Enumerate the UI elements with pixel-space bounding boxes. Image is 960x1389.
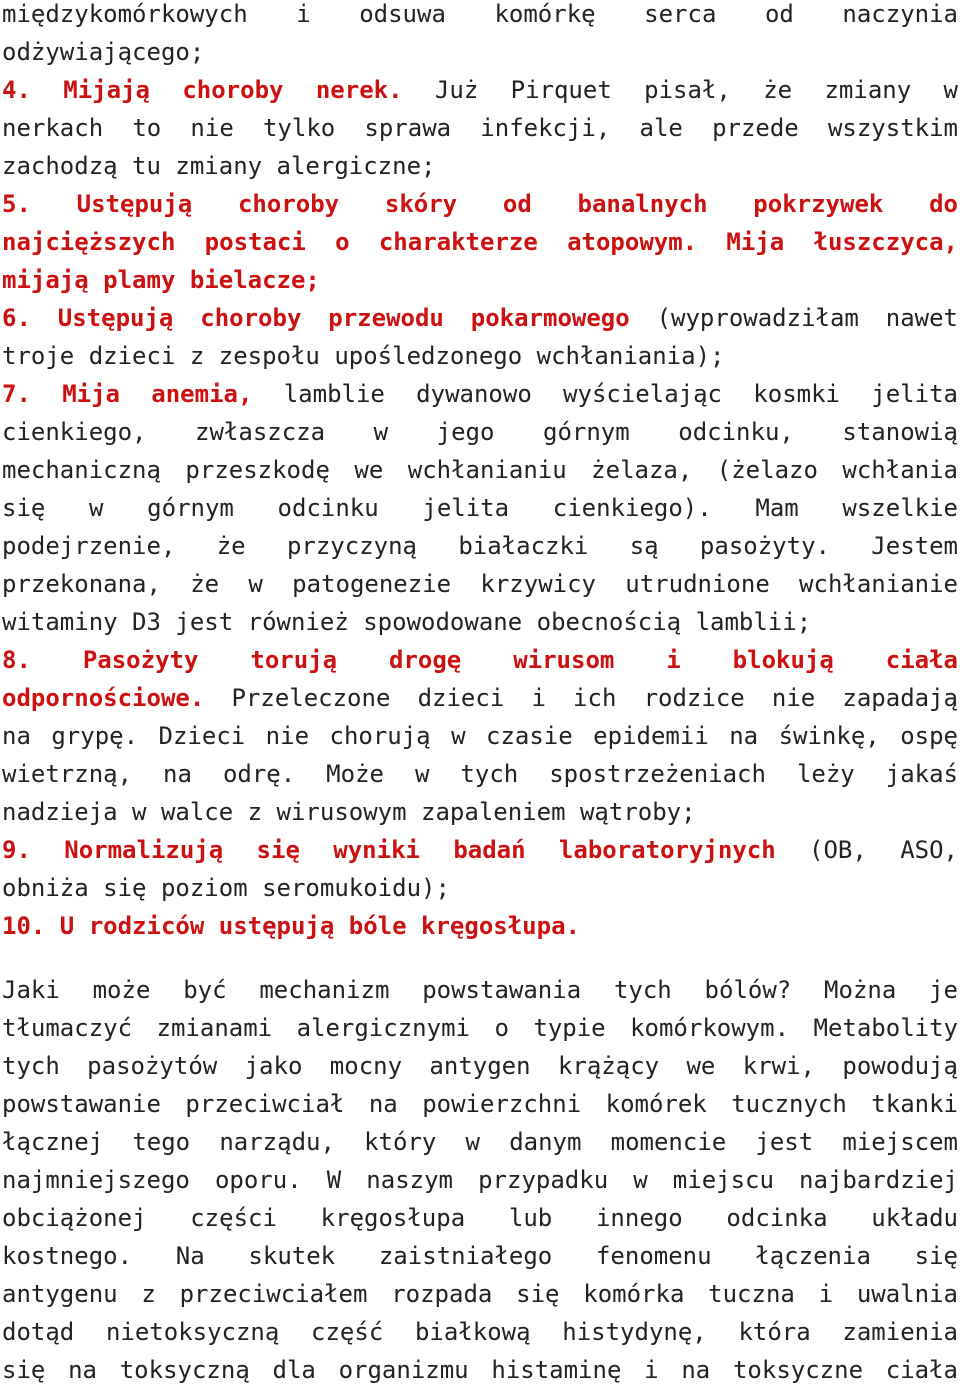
highlighted-text: 10. U rodziców ustępują bóle kręgosłupa. bbox=[2, 912, 580, 940]
body-text: się na toksyczną dla organizmu histaminę i na toksyczne ciała bbox=[2, 1356, 958, 1384]
highlighted-text: 8. Pasożyty torują drogę wirusom i blokują ciała bbox=[2, 646, 958, 674]
text-line bbox=[2, 413, 958, 451]
text-line bbox=[2, 1237, 958, 1275]
body-text: antygenu z przeciwciałem rozpada się komórka tuczna i uwalnia bbox=[2, 1280, 958, 1308]
text-line bbox=[2, 641, 958, 679]
body-text: kostnego. Na skutek zaistniałego fenomenu łączenia się bbox=[2, 1242, 958, 1270]
text-line bbox=[2, 375, 958, 413]
document-body bbox=[2, 0, 958, 1389]
body-text: Przeleczone dzieci i ich rodzice nie zapadają bbox=[204, 684, 958, 712]
body-text: międzykomórkowych i odsuwa komórkę serca od naczynia bbox=[2, 0, 958, 28]
text-line bbox=[2, 1161, 958, 1199]
body-text: mechaniczną przeszkodę we wchłanianiu żelaza, (żelazo wchłania bbox=[2, 456, 958, 484]
highlighted-text: odpornościowe. bbox=[2, 684, 205, 712]
body-text: obciążonej części kręgosłupa lub innego odcinka układu bbox=[2, 1204, 958, 1232]
body-text: obniża się poziom seromukoidu); bbox=[2, 874, 450, 902]
text-line bbox=[2, 261, 958, 299]
text-line bbox=[2, 71, 958, 109]
highlighted-text: mijają plamy bielacze; bbox=[2, 266, 320, 294]
text-line bbox=[2, 1351, 958, 1389]
body-text: cienkiego, zwłaszcza w jego górnym odcinku, stanowią bbox=[2, 418, 958, 446]
text-line bbox=[2, 337, 958, 375]
text-line bbox=[2, 147, 958, 185]
text-line bbox=[2, 0, 958, 33]
highlighted-text: 7. Mija anemia, bbox=[2, 380, 253, 408]
text-line bbox=[2, 907, 958, 945]
highlighted-text: 9. Normalizują się wyniki badań laboratoryjnych bbox=[2, 836, 776, 864]
body-text: powstawanie przeciwciał na powierzchni komórek tucznych tkanki bbox=[2, 1090, 958, 1118]
text-line bbox=[2, 489, 958, 527]
body-text: (wyprowadziłam nawet bbox=[629, 304, 959, 332]
text-line bbox=[2, 109, 958, 147]
text-line bbox=[2, 869, 958, 907]
body-text: się w górnym odcinku jelita cienkiego). Mam wszelkie bbox=[2, 494, 958, 522]
body-text: odżywiającego; bbox=[2, 38, 205, 66]
body-text: witaminy D3 jest również spowodowane obecnością lamblii; bbox=[2, 608, 812, 636]
text-line bbox=[2, 299, 958, 337]
text-line bbox=[2, 451, 958, 489]
text-line bbox=[2, 1123, 958, 1161]
highlighted-text: 4. Mijają choroby nerek. bbox=[2, 76, 403, 104]
text-line bbox=[2, 33, 958, 71]
text-line bbox=[2, 1199, 958, 1237]
text-line bbox=[2, 971, 958, 1009]
body-text: nadzieja w walce z wirusowym zapaleniem wątroby; bbox=[2, 798, 696, 826]
body-text: na grypę. Dzieci nie chorują w czasie epidemii na świnkę, ospę bbox=[2, 722, 958, 750]
text-line bbox=[2, 1047, 958, 1085]
text-line bbox=[2, 1085, 958, 1123]
body-text: Już Pirquet pisał, że zmiany w bbox=[402, 76, 958, 104]
body-text: (OB, ASO, bbox=[775, 836, 958, 864]
text-line bbox=[2, 527, 958, 565]
text-line bbox=[2, 755, 958, 793]
body-text: zachodzą tu zmiany alergiczne; bbox=[2, 152, 436, 180]
body-text: łącznej tego narządu, który w danym momencie jest miejscem bbox=[2, 1128, 958, 1156]
body-text: Jaki może być mechanizm powstawania tych bólów? Można je bbox=[2, 976, 958, 1004]
highlighted-text: 5. Ustępują choroby skóry od banalnych pokrzywek do bbox=[2, 190, 958, 218]
body-text: wietrzną, na odrę. Może w tych spostrzeżeniach leży jakaś bbox=[2, 760, 958, 788]
highlighted-text: 6. Ustępują choroby przewodu pokarmowego bbox=[2, 304, 630, 332]
text-line bbox=[2, 1275, 958, 1313]
body-text: dotąd nietoksyczną część białkową histydynę, która zamienia bbox=[2, 1318, 958, 1346]
text-line bbox=[2, 1313, 958, 1351]
text-line bbox=[2, 831, 958, 869]
text-line bbox=[2, 793, 958, 831]
body-text: podejrzenie, że przyczyną białaczki są pasożyty. Jestem bbox=[2, 532, 958, 560]
body-text: tych pasożytów jako mocny antygen krążący we krwi, powodują bbox=[2, 1052, 958, 1080]
text-line bbox=[2, 565, 958, 603]
body-text: nerkach to nie tylko sprawa infekcji, ale przede wszystkim bbox=[2, 114, 958, 142]
text-line bbox=[2, 223, 958, 261]
text-line bbox=[2, 603, 958, 641]
highlighted-text: najcięższych postaci o charakterze atopowym. Mija łuszczyca, bbox=[2, 228, 958, 256]
body-text: przekonana, że w patogenezie krzywicy utrudnione wchłanianie bbox=[2, 570, 958, 598]
paragraph-gap bbox=[2, 945, 958, 971]
body-text: najmniejszego oporu. W naszym przypadku w miejscu najbardziej bbox=[2, 1166, 958, 1194]
text-line bbox=[2, 1009, 958, 1047]
body-text: lamblie dywanowo wyścielając kosmki jelita bbox=[252, 380, 958, 408]
body-text: tłumaczyć zmianami alergicznymi o typie komórkowym. Metabolity bbox=[2, 1014, 958, 1042]
text-line bbox=[2, 717, 958, 755]
body-text: troje dzieci z zespołu upośledzonego wchłaniania); bbox=[2, 342, 725, 370]
text-line bbox=[2, 185, 958, 223]
text-line bbox=[2, 679, 958, 717]
